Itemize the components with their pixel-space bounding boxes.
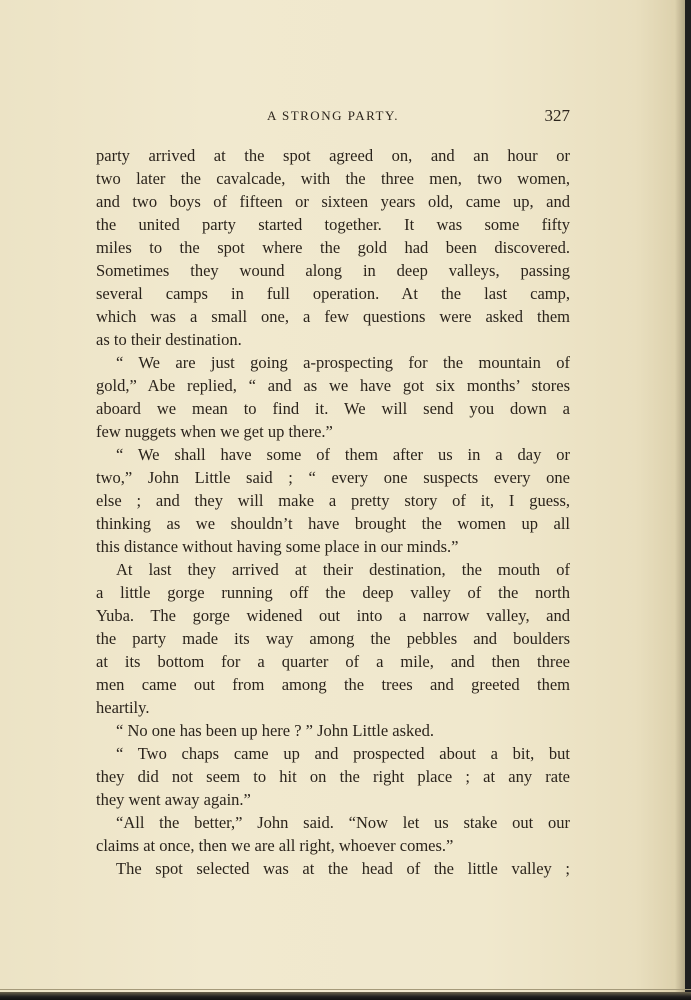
text-line: aboard we mean to find it. We will send you down a <box>96 399 570 418</box>
text-line: the united party started together. It was some fifty <box>96 215 570 234</box>
page-gutter-shadow <box>675 0 685 1000</box>
text-line: they went away again.” <box>96 790 251 809</box>
running-head: A STRONG PARTY. <box>267 108 399 123</box>
text-line: The spot selected was at the head of the little valley ; <box>116 859 570 878</box>
text-line: two,” John Little said ; “ every one suspects every one <box>96 468 570 487</box>
text-line: a little gorge running off the deep valley of the north <box>96 583 570 602</box>
text-line: thinking as we shouldn’t have brought the women up all <box>96 514 570 533</box>
text-line: claims at once, then we are all right, whoever comes.” <box>96 836 454 855</box>
text-line: “ We shall have some of them after us in a day or <box>116 445 570 464</box>
text-line: Yuba. The gorge widened out into a narrow valley, and <box>96 606 570 625</box>
body-text <box>96 144 570 880</box>
text-line: “All the better,” John said. “Now let us stake out our <box>116 813 570 832</box>
page-header <box>96 106 570 126</box>
text-line: few nuggets when we get up there.” <box>96 422 333 441</box>
text-line: miles to the spot where the gold had been discovered. <box>96 238 570 257</box>
text-line: several camps in full operation. At the last camp, <box>96 284 570 303</box>
text-line: and two boys of fifteen or sixteen years old, came up, and <box>96 192 570 211</box>
text-line: party arrived at the spot agreed on, and an hour or <box>96 146 570 165</box>
text-line: this distance without having some place in our minds.” <box>96 537 459 556</box>
page-number: 327 <box>544 106 570 125</box>
page-bottom-rule <box>0 989 691 990</box>
text-line: Sometimes they wound along in deep valleys, passing <box>96 261 570 280</box>
page-bottom-edge <box>0 992 691 1000</box>
text-line: “ We are just going a-prospecting for the mountain of <box>116 353 570 372</box>
text-line: else ; and they will make a pretty story of it, I guess, <box>96 491 570 510</box>
text-line: heartily. <box>96 698 150 717</box>
text-line: as to their destination. <box>96 330 242 349</box>
text-line: which was a small one, a few questions were asked them <box>96 307 570 326</box>
text-line: “ No one has been up here ? ” John Little asked. <box>116 721 434 740</box>
text-line: at its bottom for a quarter of a mile, and then three <box>96 652 570 671</box>
text-line: the party made its way among the pebbles and boulders <box>96 629 570 648</box>
text-line: gold,” Abe replied, “ and as we have got six months’ stores <box>96 376 570 395</box>
text-line: men came out from among the trees and greeted them <box>96 675 570 694</box>
text-line: two later the cavalcade, with the three men, two women, <box>96 169 570 188</box>
page-right-edge <box>685 0 691 1000</box>
text-line: At last they arrived at their destination, the mouth of <box>116 560 570 579</box>
text-line: they did not seem to hit on the right place ; at any rate <box>96 767 570 786</box>
text-line: “ Two chaps came up and prospected about a bit, but <box>116 744 570 763</box>
